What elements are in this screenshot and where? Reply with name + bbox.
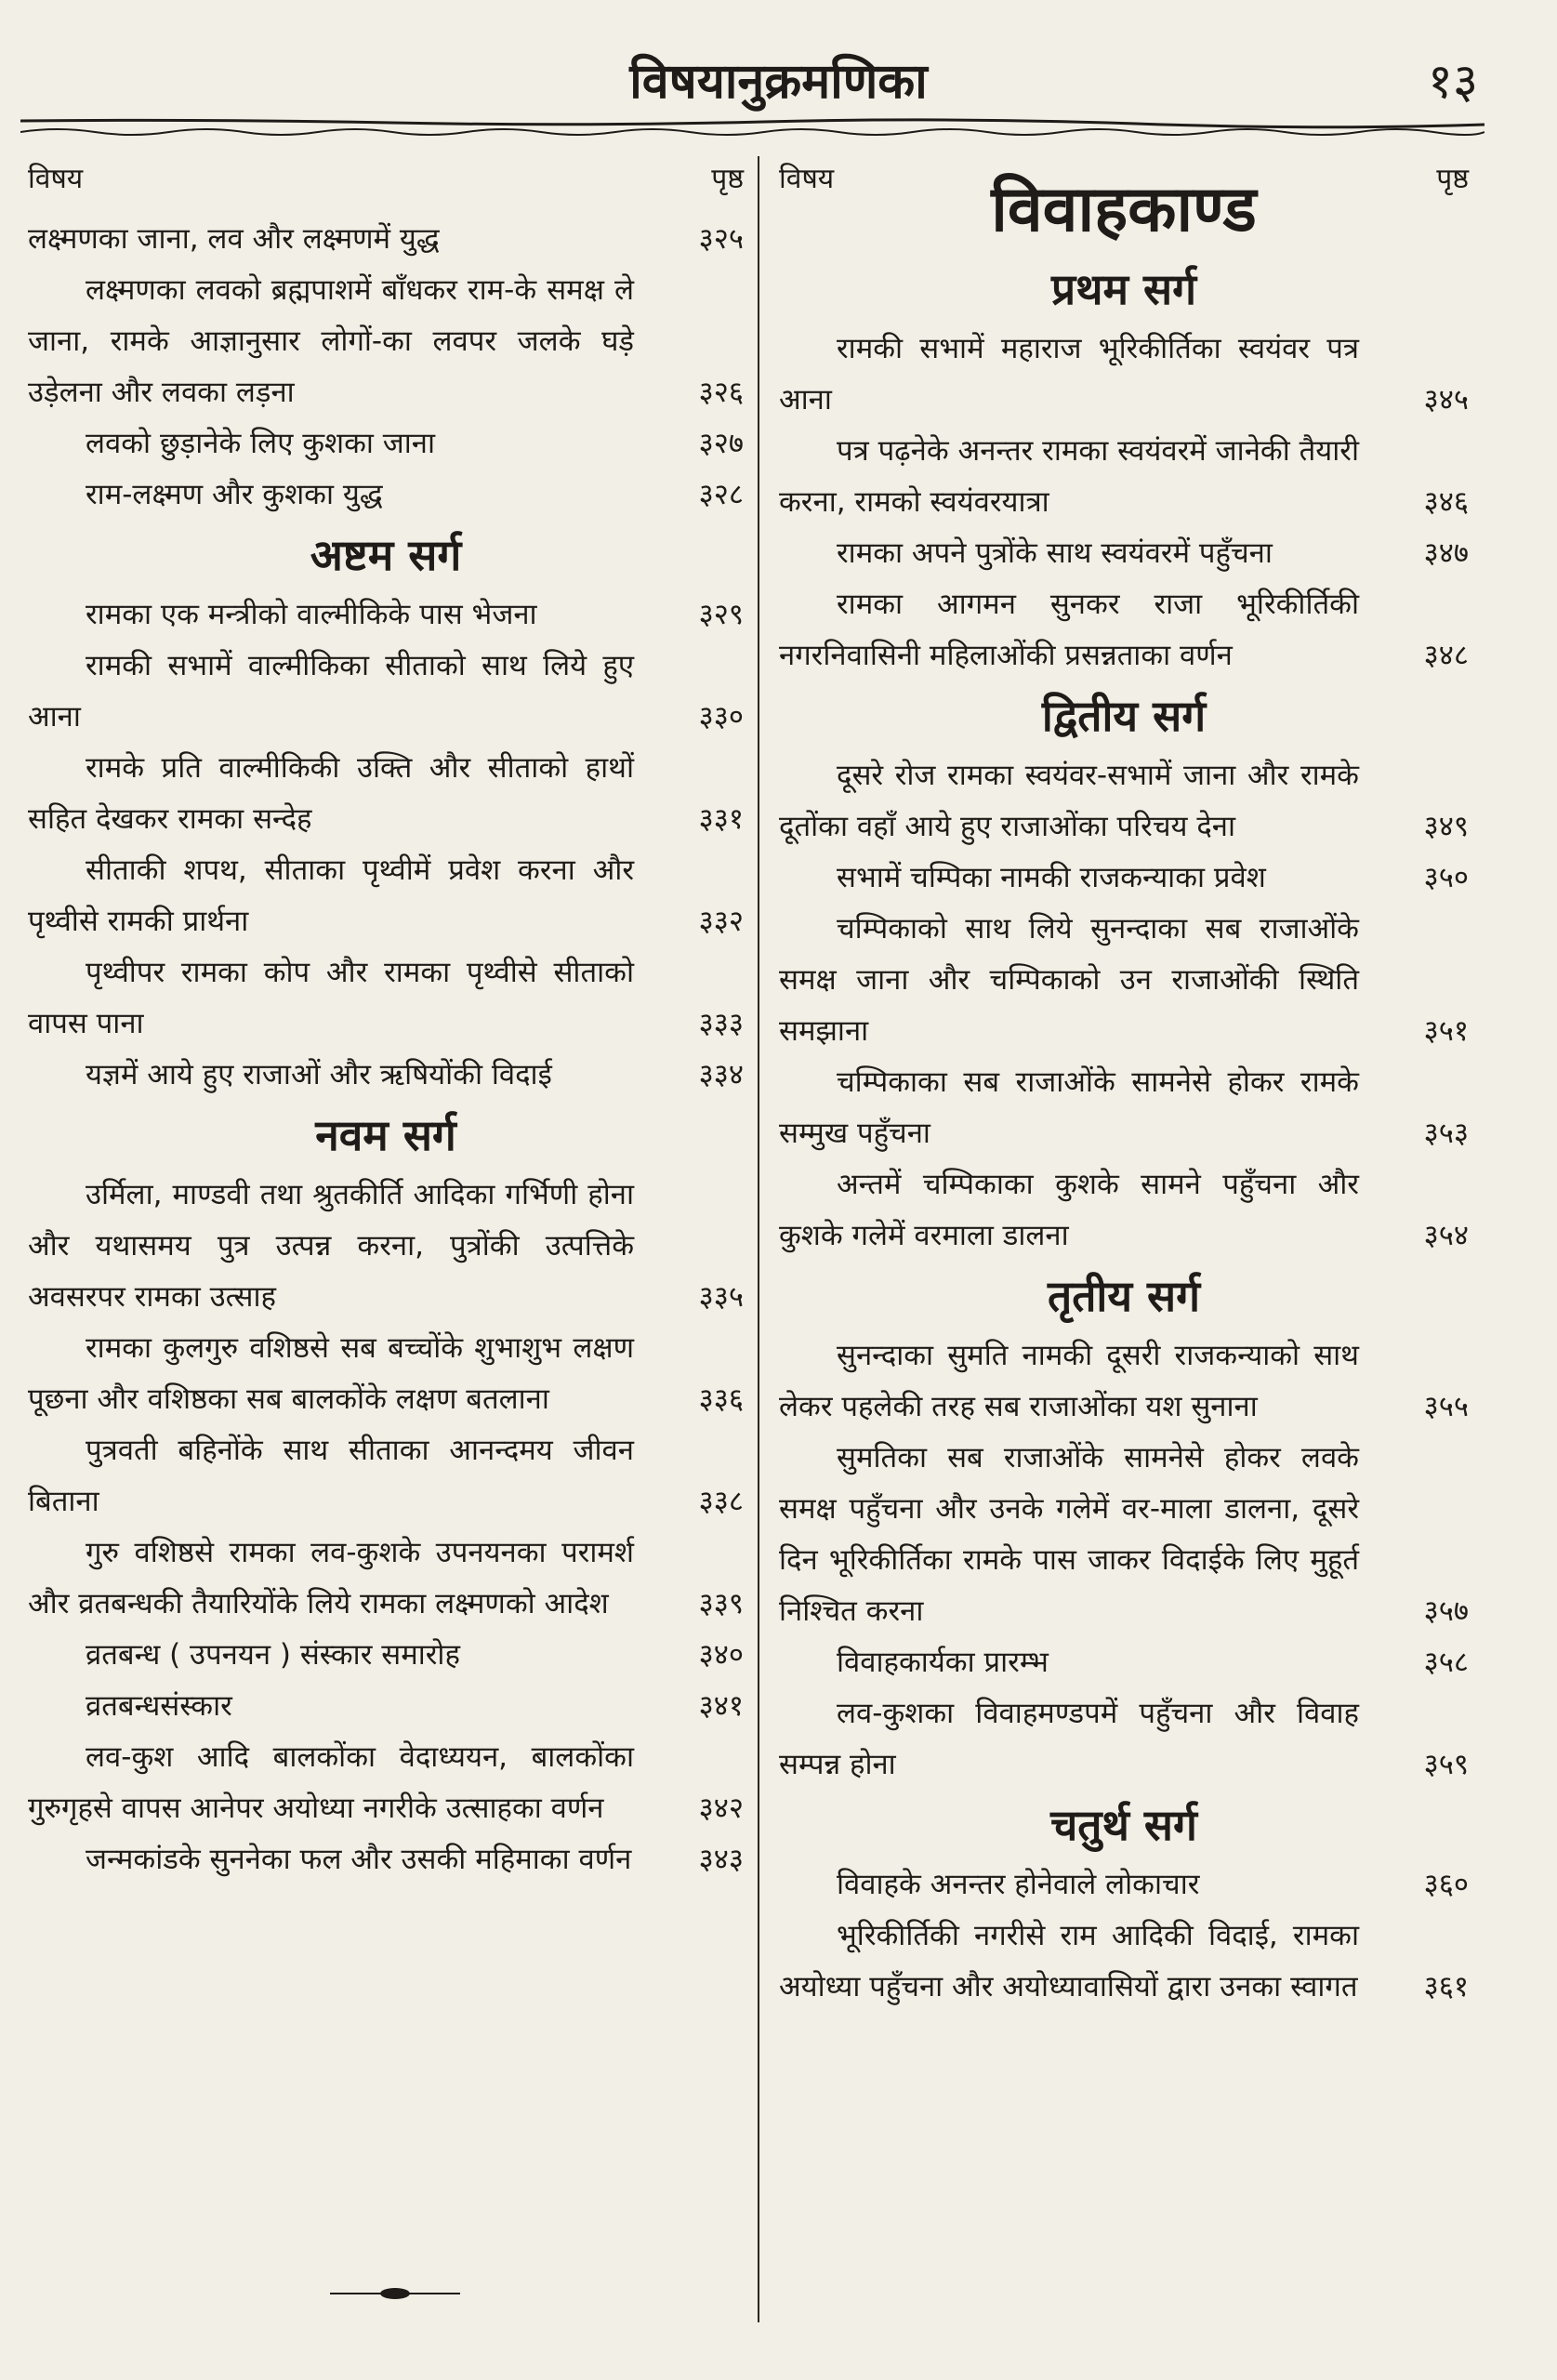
- toc-entry: [28, 1323, 744, 1425]
- page-heading: पृष्ठ: [1436, 163, 1469, 195]
- entry-page-number: ३४०: [698, 1638, 744, 1672]
- entry-text: भूरिकीर्तिकी नगरीसे राम आदिकी विदाई, रामका अयोध्या पहुँचना और अयोध्यावासियों द्वारा उनका स्वागत: [779, 1919, 1359, 2003]
- left-column-header: [28, 158, 744, 214]
- toc-entry: [779, 1330, 1469, 1433]
- entry-page-number: ३२५: [698, 222, 744, 256]
- right-column-header: [779, 158, 1469, 214]
- toc-entry: [28, 469, 744, 521]
- toc-entry: [28, 1170, 744, 1323]
- header-rule: [20, 113, 1484, 147]
- toc-entry: [28, 947, 744, 1050]
- toc-entry: [28, 1050, 744, 1101]
- entry-text: रामका आगमन सुनकर राजा भूरिकीर्तिकी नगरनिवासिनी महिलाओंकी प्रसन्नताका वर्णन: [779, 588, 1359, 672]
- page-heading: पृष्ठ: [711, 163, 744, 195]
- toc-entry: [28, 1527, 744, 1630]
- entry-text: रामका एक मन्त्रीको वाल्मीकिके पास भेजना: [86, 598, 537, 631]
- toc-entry: [28, 589, 744, 641]
- right-column: [779, 158, 1469, 2013]
- toc-entry: [779, 904, 1469, 1057]
- entry-page-number: ३३४: [698, 1058, 744, 1091]
- toc-entry: [779, 1859, 1469, 1911]
- entry-text: सुनन्दाका सुमति नामकी दूसरी राजकन्याको साथ लेकर पहलेकी तरह सब राजाओंका यश सुनाना: [779, 1339, 1359, 1423]
- toc-entry: [779, 426, 1469, 528]
- canto-heading: तृतीय सर्ग: [1047, 1271, 1201, 1321]
- entry-page-number: ३५०: [1423, 861, 1469, 894]
- entry-page-number: ३५५: [1423, 1390, 1469, 1423]
- toc-entry: [779, 579, 1469, 681]
- entry-text: गुरु वशिष्ठसे रामका लव-कुशके उपनयनका परामर्श और व्रतबन्धकी तैयारियोंके लिये रामका लक्ष्मणको आदेश: [28, 1536, 634, 1620]
- entry-page-number: ३३८: [698, 1485, 744, 1518]
- entry-text: विवाहकार्यका प्रारम्भ: [837, 1646, 1049, 1679]
- right-entry-list: [779, 258, 1469, 2013]
- column-divider: [758, 156, 759, 2322]
- entry-page-number: ३४९: [1423, 810, 1469, 843]
- entry-page-number: ३५९: [1423, 1748, 1469, 1781]
- toc-entry: [28, 1630, 744, 1681]
- canto-heading: द्वितीय सर्ग: [1041, 691, 1207, 741]
- left-entry-list: [28, 214, 744, 1885]
- entry-text: दूसरे रोज रामका स्वयंवर-सभामें जाना और रामके दूतोंका वहाँ आये हुए राजाओंका परिचय देना: [779, 759, 1359, 843]
- entry-text: रामकी सभामें महाराज भूरिकीर्तिका स्वयंवर पत्र आना: [779, 332, 1359, 416]
- entry-text: लवको छुड़ानेके लिए कुशका जाना: [86, 427, 436, 460]
- kanda-title: विवाहकाण्ड: [991, 173, 1257, 246]
- entry-text: अन्तमें चम्पिकाका कुशके सामने पहुँचना और कुशके गलेमें वरमाला डालना: [779, 1168, 1359, 1252]
- canto-heading: अष्टम सर्ग: [310, 530, 462, 580]
- entry-text: चम्पिकाको साथ लिये सुनन्दाका सब राजाओंके समक्ष जाना और चम्पिकाको उन राजाओंकी स्थिति समझाना: [779, 912, 1359, 1048]
- toc-entry: [28, 1425, 744, 1527]
- entry-text: लव-कुश आदि बालकोंका वेदाध्ययन, बालकोंका गुरुगृहसे वापस आनेपर अयोध्या नगरीके उत्साहका वर्णन: [28, 1740, 634, 1825]
- entry-page-number: ३५४: [1423, 1219, 1469, 1252]
- toc-entry: [28, 845, 744, 947]
- end-ornament: [330, 2282, 460, 2305]
- entry-page-number: ३५७: [1423, 1594, 1469, 1628]
- subject-heading: विषय: [779, 163, 835, 195]
- left-column: [28, 158, 744, 1885]
- entry-page-number: ३४६: [1423, 485, 1469, 519]
- toc-entry: [28, 743, 744, 845]
- entry-page-number: ३३६: [698, 1382, 744, 1416]
- entry-text: यज्ञमें आये हुए राजाओं और ऋषियोंकी विदाई: [86, 1058, 552, 1091]
- toc-entry: [28, 214, 744, 265]
- entry-text: विवाहके अनन्तर होनेवाले लोकाचार: [837, 1868, 1200, 1901]
- toc-entry: [779, 1688, 1469, 1791]
- entry-text: व्रतबन्ध ( उपनयन ) संस्कार समारोह: [86, 1638, 460, 1672]
- subject-heading: विषय: [28, 163, 84, 195]
- toc-entry: [779, 1911, 1469, 2013]
- entry-page-number: ३५१: [1423, 1014, 1469, 1048]
- canto-heading: नवम सर्ग: [315, 1110, 456, 1160]
- entry-text: व्रतबन्धसंस्कार: [86, 1689, 232, 1723]
- entry-text: सभामें चम्पिका नामकी राजकन्याका प्रवेश: [837, 861, 1266, 894]
- page-header: [0, 37, 1557, 112]
- entry-text: रामकी सभामें वाल्मीकिका सीताको साथ लिये हुए आना: [28, 649, 634, 734]
- entry-page-number: ३३१: [698, 802, 744, 836]
- entry-page-number: ३४१: [698, 1689, 744, 1723]
- entry-page-number: ३६०: [1423, 1868, 1469, 1901]
- entry-page-number: ३२८: [698, 478, 744, 511]
- entry-page-number: ३२७: [698, 427, 744, 460]
- toc-entry: [779, 1637, 1469, 1688]
- entry-text: लक्ष्मणका लवको ब्रह्मपाशमें बाँधकर राम-के समक्ष ले जाना, रामके आज्ञानुसार लोगों-का लवपर जलके घड़े उड़ेलना और लवका लड़ना: [28, 273, 634, 409]
- entry-text: राम-लक्ष्मण और कुशका युद्ध: [86, 478, 383, 511]
- entry-page-number: ३४५: [1423, 383, 1469, 416]
- entry-page-number: ३४८: [1423, 639, 1469, 672]
- toc-entry: [779, 1057, 1469, 1159]
- entry-text: चम्पिकाका सब राजाओंके सामनेसे होकर रामके सम्मुख पहुँचना: [779, 1065, 1359, 1150]
- entry-page-number: ३२९: [698, 598, 744, 631]
- entry-text: रामका अपने पुत्रोंके साथ स्वयंवरमें पहुँचना: [837, 536, 1273, 570]
- canto-heading: प्रथम सर्ग: [1050, 264, 1197, 314]
- toc-entry: [779, 750, 1469, 853]
- entry-text: पुत्रवती बहिनोंके साथ सीताका आनन्दमय जीवन बिताना: [28, 1434, 634, 1518]
- entry-page-number: ३३०: [698, 700, 744, 734]
- toc-entry: [28, 1732, 744, 1834]
- entry-page-number: ३४७: [1423, 536, 1469, 570]
- page-title: विषयानुक्रमणिका: [629, 54, 928, 110]
- entry-text: रामके प्रति वाल्मीकिकी उक्ति और सीताको हाथों सहित देखकर रामका सन्देह: [28, 751, 634, 836]
- entry-text: सुमतिका सब राजाओंके सामनेसे होकर लवके समक्ष पहुँचना और उनके गलेमें वर-माला डालना, दूसरे दिन भूरिकीर्तिका रामके पास जाकर विदाईके लिए मुहूर्त निश्चित करना: [779, 1441, 1359, 1628]
- entry-page-number: ३३९: [698, 1587, 744, 1620]
- entry-page-number: ३३२: [698, 905, 744, 938]
- entry-text: लक्ष्मणका जाना, लव और लक्ष्मणमें युद्ध: [28, 222, 440, 256]
- entry-page-number: ३३५: [698, 1280, 744, 1314]
- toc-entry: [28, 1681, 744, 1732]
- toc-entry: [779, 324, 1469, 426]
- canto-heading: चतुर्थ सर्ग: [1050, 1800, 1197, 1850]
- toc-entry: [779, 1433, 1469, 1637]
- entry-text: जन्मकांडके सुननेका फल और उसकी महिमाका वर्णन: [86, 1843, 632, 1876]
- entry-text: पृथ्वीपर रामका कोप और रामका पृथ्वीसे सीताको वापस पाना: [28, 956, 634, 1040]
- toc-entry: [779, 853, 1469, 904]
- toc-entry: [28, 1834, 744, 1885]
- entry-page-number: ३६१: [1423, 1970, 1469, 2003]
- toc-entry: [28, 641, 744, 743]
- entry-text: पत्र पढ़नेके अनन्तर रामका स्वयंवरमें जानेकी तैयारी करना, रामको स्वयंवरयात्रा: [779, 434, 1359, 519]
- entry-page-number: ३५३: [1423, 1117, 1469, 1150]
- toc-entry: [28, 265, 744, 418]
- entry-text: रामका कुलगुरु वशिष्ठसे सब बच्चोंके शुभाशुभ लक्षण पूछना और वशिष्ठका सब बालकोंके लक्षण बतलाना: [28, 1331, 634, 1416]
- entry-text: लव-कुशका विवाहमण्डपमें पहुँचना और विवाह सम्पन्न होना: [779, 1697, 1359, 1781]
- entry-text: उर्मिला, माण्डवी तथा श्रुतकीर्ति आदिका गर्भिणी होना और यथासमय पुत्र उत्पन्न करना, पुत्रोंकी उत्पत्तिके अवसरपर रामका उत्साह: [28, 1178, 634, 1314]
- entry-page-number: ३४२: [698, 1792, 744, 1825]
- entry-text: सीताकी शपथ, सीताका पृथ्वीमें प्रवेश करना और पृथ्वीसे रामकी प्रार्थना: [28, 853, 634, 938]
- entry-page-number: ३५८: [1423, 1646, 1469, 1679]
- toc-entry: [28, 418, 744, 469]
- entry-page-number: ३४३: [698, 1843, 744, 1876]
- page-number: १३: [1427, 54, 1478, 110]
- entry-page-number: ३३३: [698, 1007, 744, 1040]
- toc-entry: [779, 1159, 1469, 1262]
- toc-entry: [779, 528, 1469, 579]
- entry-page-number: ३२६: [698, 376, 744, 409]
